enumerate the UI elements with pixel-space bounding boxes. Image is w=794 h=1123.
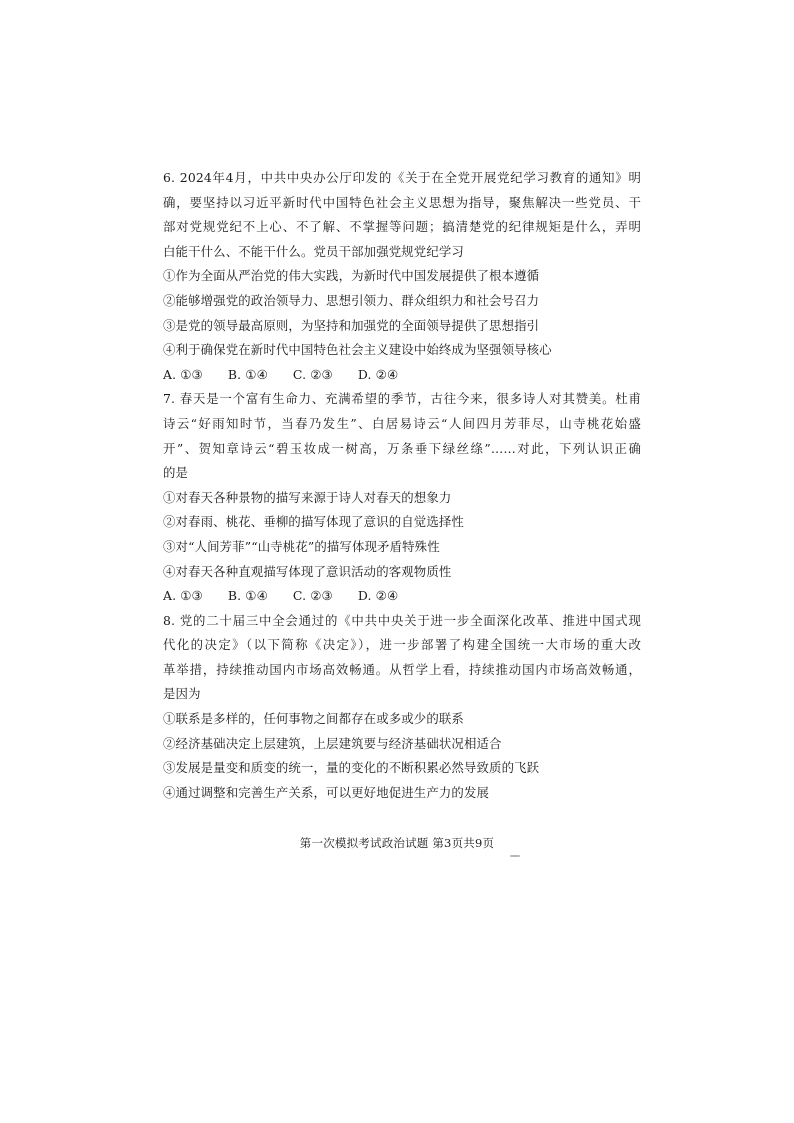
question-6-stem-line-3: 部对党规党纪不上心、不了解、不掌握等问题；搞清楚党的纪律规矩是什么，弄明 xyxy=(163,219,641,235)
question-7-options: A. ①③ B. ①④ C. ②③ D. ②④ xyxy=(163,588,399,604)
question-8-stem-line-2: 代化的决定》（以下简称《决定》），进一步部署了构建全国统一大市场的重大改 xyxy=(163,637,641,653)
question-6-item-4: ④利于确保党在新时代中国特色社会主义建设中始终成为坚强领导核心 xyxy=(163,342,552,358)
question-8-item-4: ④通过调整和完善生产关系，可以更好地促进生产力的发展 xyxy=(163,784,490,800)
exam-content xyxy=(163,166,641,805)
question-7 xyxy=(163,387,641,608)
scan-mark xyxy=(510,855,520,857)
question-6 xyxy=(163,166,641,387)
question-6-item-2: ②能够增强党的政治领导力、思想引领力、群众组织力和社会号召力 xyxy=(163,292,540,308)
question-6-item-1: ①作为全面从严治党的伟大实践，为新时代中国发展提供了根本遵循 xyxy=(163,268,540,284)
question-7-item-3: ③对“人间芳菲”“山寺桃花”的描写体现矛盾特殊性 xyxy=(163,538,440,554)
question-7-stem-line-1: 7. 春天是一个富有生命力、充满希望的季节，古往今来，很多诗人对其赞美。杜甫 xyxy=(163,391,641,407)
question-6-stem-line-2: 确，要坚持以习近平新时代中国特色社会主义思想为指导，聚焦解决一些党员、干 xyxy=(163,194,641,210)
question-8-item-1: ①联系是多样的，任何事物之间都存在或多或少的联系 xyxy=(163,711,464,727)
question-6-item-3: ③是党的领导最高原则，为坚持和加强党的全面领导提供了思想指引 xyxy=(163,317,540,333)
question-7-stem-line-2: 诗云“好雨知时节，当春乃发生”、白居易诗云“人间四月芳菲尽，山寺桃花始盛 xyxy=(163,415,641,431)
question-8-stem-line-4: 是因为 xyxy=(163,686,201,702)
page-footer: 第一次模拟考试政治试题 第3页共9页 xyxy=(299,836,495,850)
question-7-stem-line-3: 开”、贺知章诗云“碧玉妆成一树高，万条垂下绿丝绦”……对此，下列认识正确 xyxy=(163,440,641,456)
question-6-options: A. ①③ B. ①④ C. ②③ D. ②④ xyxy=(163,366,399,382)
question-6-stem-line-1: 6. 2024年4月，中共中央办公厅印发的《关于在全党开展党纪学习教育的通知》明 xyxy=(163,170,641,185)
question-7-item-4: ④对春天各种直观描写体现了意识活动的客观物质性 xyxy=(163,563,452,579)
question-8-stem-line-1: 8. 党的二十届三中全会通过的《中共中央关于进一步全面深化改革、推进中国式现 xyxy=(163,612,641,628)
question-8-item-3: ③发展是量变和质变的统一，量的变化的不断积累必然导致质的飞跃 xyxy=(163,760,540,776)
question-6-stem-line-4: 白能干什么、不能干什么。党员干部加强党规党纪学习 xyxy=(163,243,464,259)
question-7-item-1: ①对春天各种景物的描写来源于诗人对春天的想象力 xyxy=(163,489,452,505)
question-7-stem-line-4: 的是 xyxy=(163,465,189,481)
question-8 xyxy=(163,609,641,806)
question-7-item-2: ②对春雨、桃花、垂柳的描写体现了意识的自觉选择性 xyxy=(163,514,464,530)
question-8-stem-line-3: 革举措，持续推动国内市场高效畅通。从哲学上看，持续推动国内市场高效畅通， xyxy=(163,661,641,677)
question-8-item-2: ②经济基础决定上层建筑，上层建筑要与经济基础状况相适合 xyxy=(163,735,502,751)
